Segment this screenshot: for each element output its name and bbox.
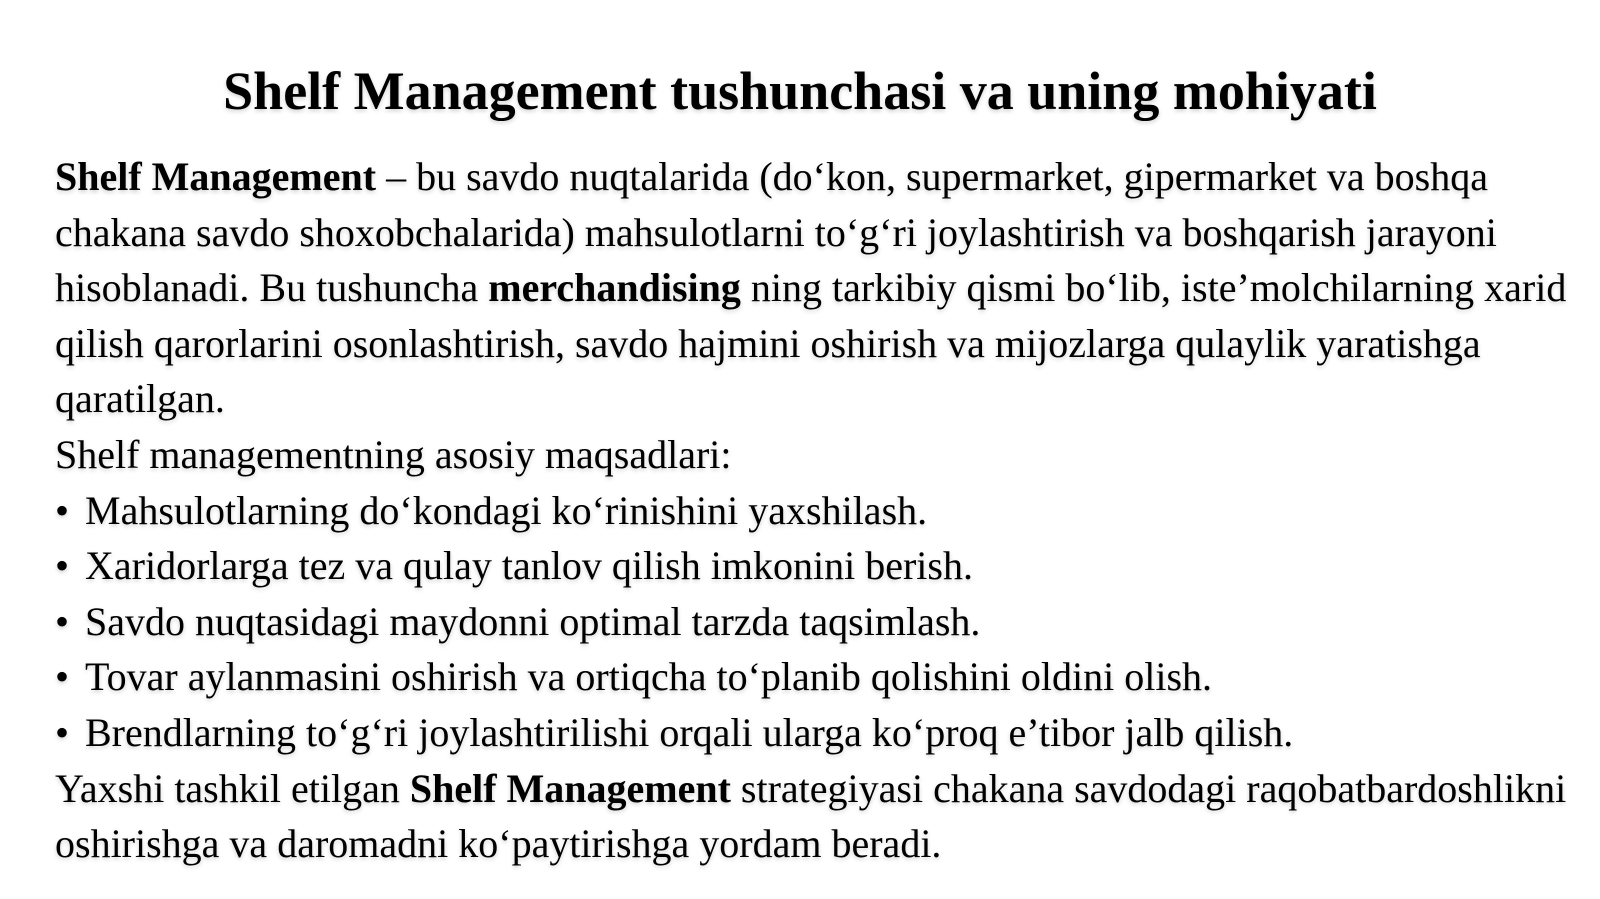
slide-body — [55, 149, 1575, 872]
conclusion-text-1: Yaxshi tashkil etilgan — [55, 765, 410, 811]
intro-text-2: ning tarkibiy qismi bo‘lib, iste’molchilarning xarid qilish qarorlarini osonlashtirish, savdo hajmini oshirish va mijozlarga qulaylik yaratishga qaratilgan. — [55, 265, 1567, 422]
slide-title: Shelf Management tushunchasi va uning mohiyati — [223, 61, 1377, 121]
intro-text-1: – bu savdo nuqtalarida (do‘kon, supermarket, gipermarket va boshqa chakana savdo shoxobchalarida) mahsulotlarni to‘g‘ri joylashtirish va boshqarish jarayoni hisoblanadi. Bu tushuncha — [55, 154, 1497, 311]
intro-term: Shelf Management — [55, 154, 377, 199]
bullet-icon: • — [55, 709, 70, 755]
bullet-icon: • — [55, 543, 70, 589]
bullet-icon: • — [55, 598, 70, 644]
goal-text: Tovar aylanmasini oshirish va ortiqcha to‘planib qolishini oldini olish. — [85, 654, 1213, 700]
intro-paragraph — [55, 149, 1575, 427]
goals-list — [55, 483, 1575, 761]
goals-heading: Shelf managementning asosiy maqsadlari: — [55, 431, 732, 477]
goal-item-1 — [55, 483, 1575, 539]
goal-item-3 — [55, 594, 1575, 650]
goal-text: Xaridorlarga tez va qulay tanlov qilish imkonini berish. — [85, 543, 973, 589]
goal-item-5 — [55, 705, 1575, 761]
goal-text: Brendlarning to‘g‘ri joylashtirilishi orqali ularga ko‘proq e’tibor jalb qilish. — [85, 709, 1294, 755]
goal-item-4 — [55, 649, 1575, 705]
conclusion-term: Shelf Management — [409, 765, 731, 811]
goal-text: Mahsulotlarning do‘kondagi ko‘rinishini yaxshilash. — [85, 487, 928, 533]
goal-item-2 — [55, 538, 1575, 594]
conclusion-text-2: strategiyasi chakana savdodagi raqobatbardoshlikni oshirishga va daromadni ko‘paytirishga yordam beradi. — [55, 765, 1567, 867]
bullet-icon: • — [55, 654, 70, 700]
conclusion-paragraph — [55, 761, 1575, 872]
bullet-icon: • — [55, 487, 70, 533]
intro-term-merchandising: merchandising — [488, 265, 741, 311]
goal-text: Savdo nuqtasidagi maydonni optimal tarzda taqsimlash. — [85, 598, 981, 644]
